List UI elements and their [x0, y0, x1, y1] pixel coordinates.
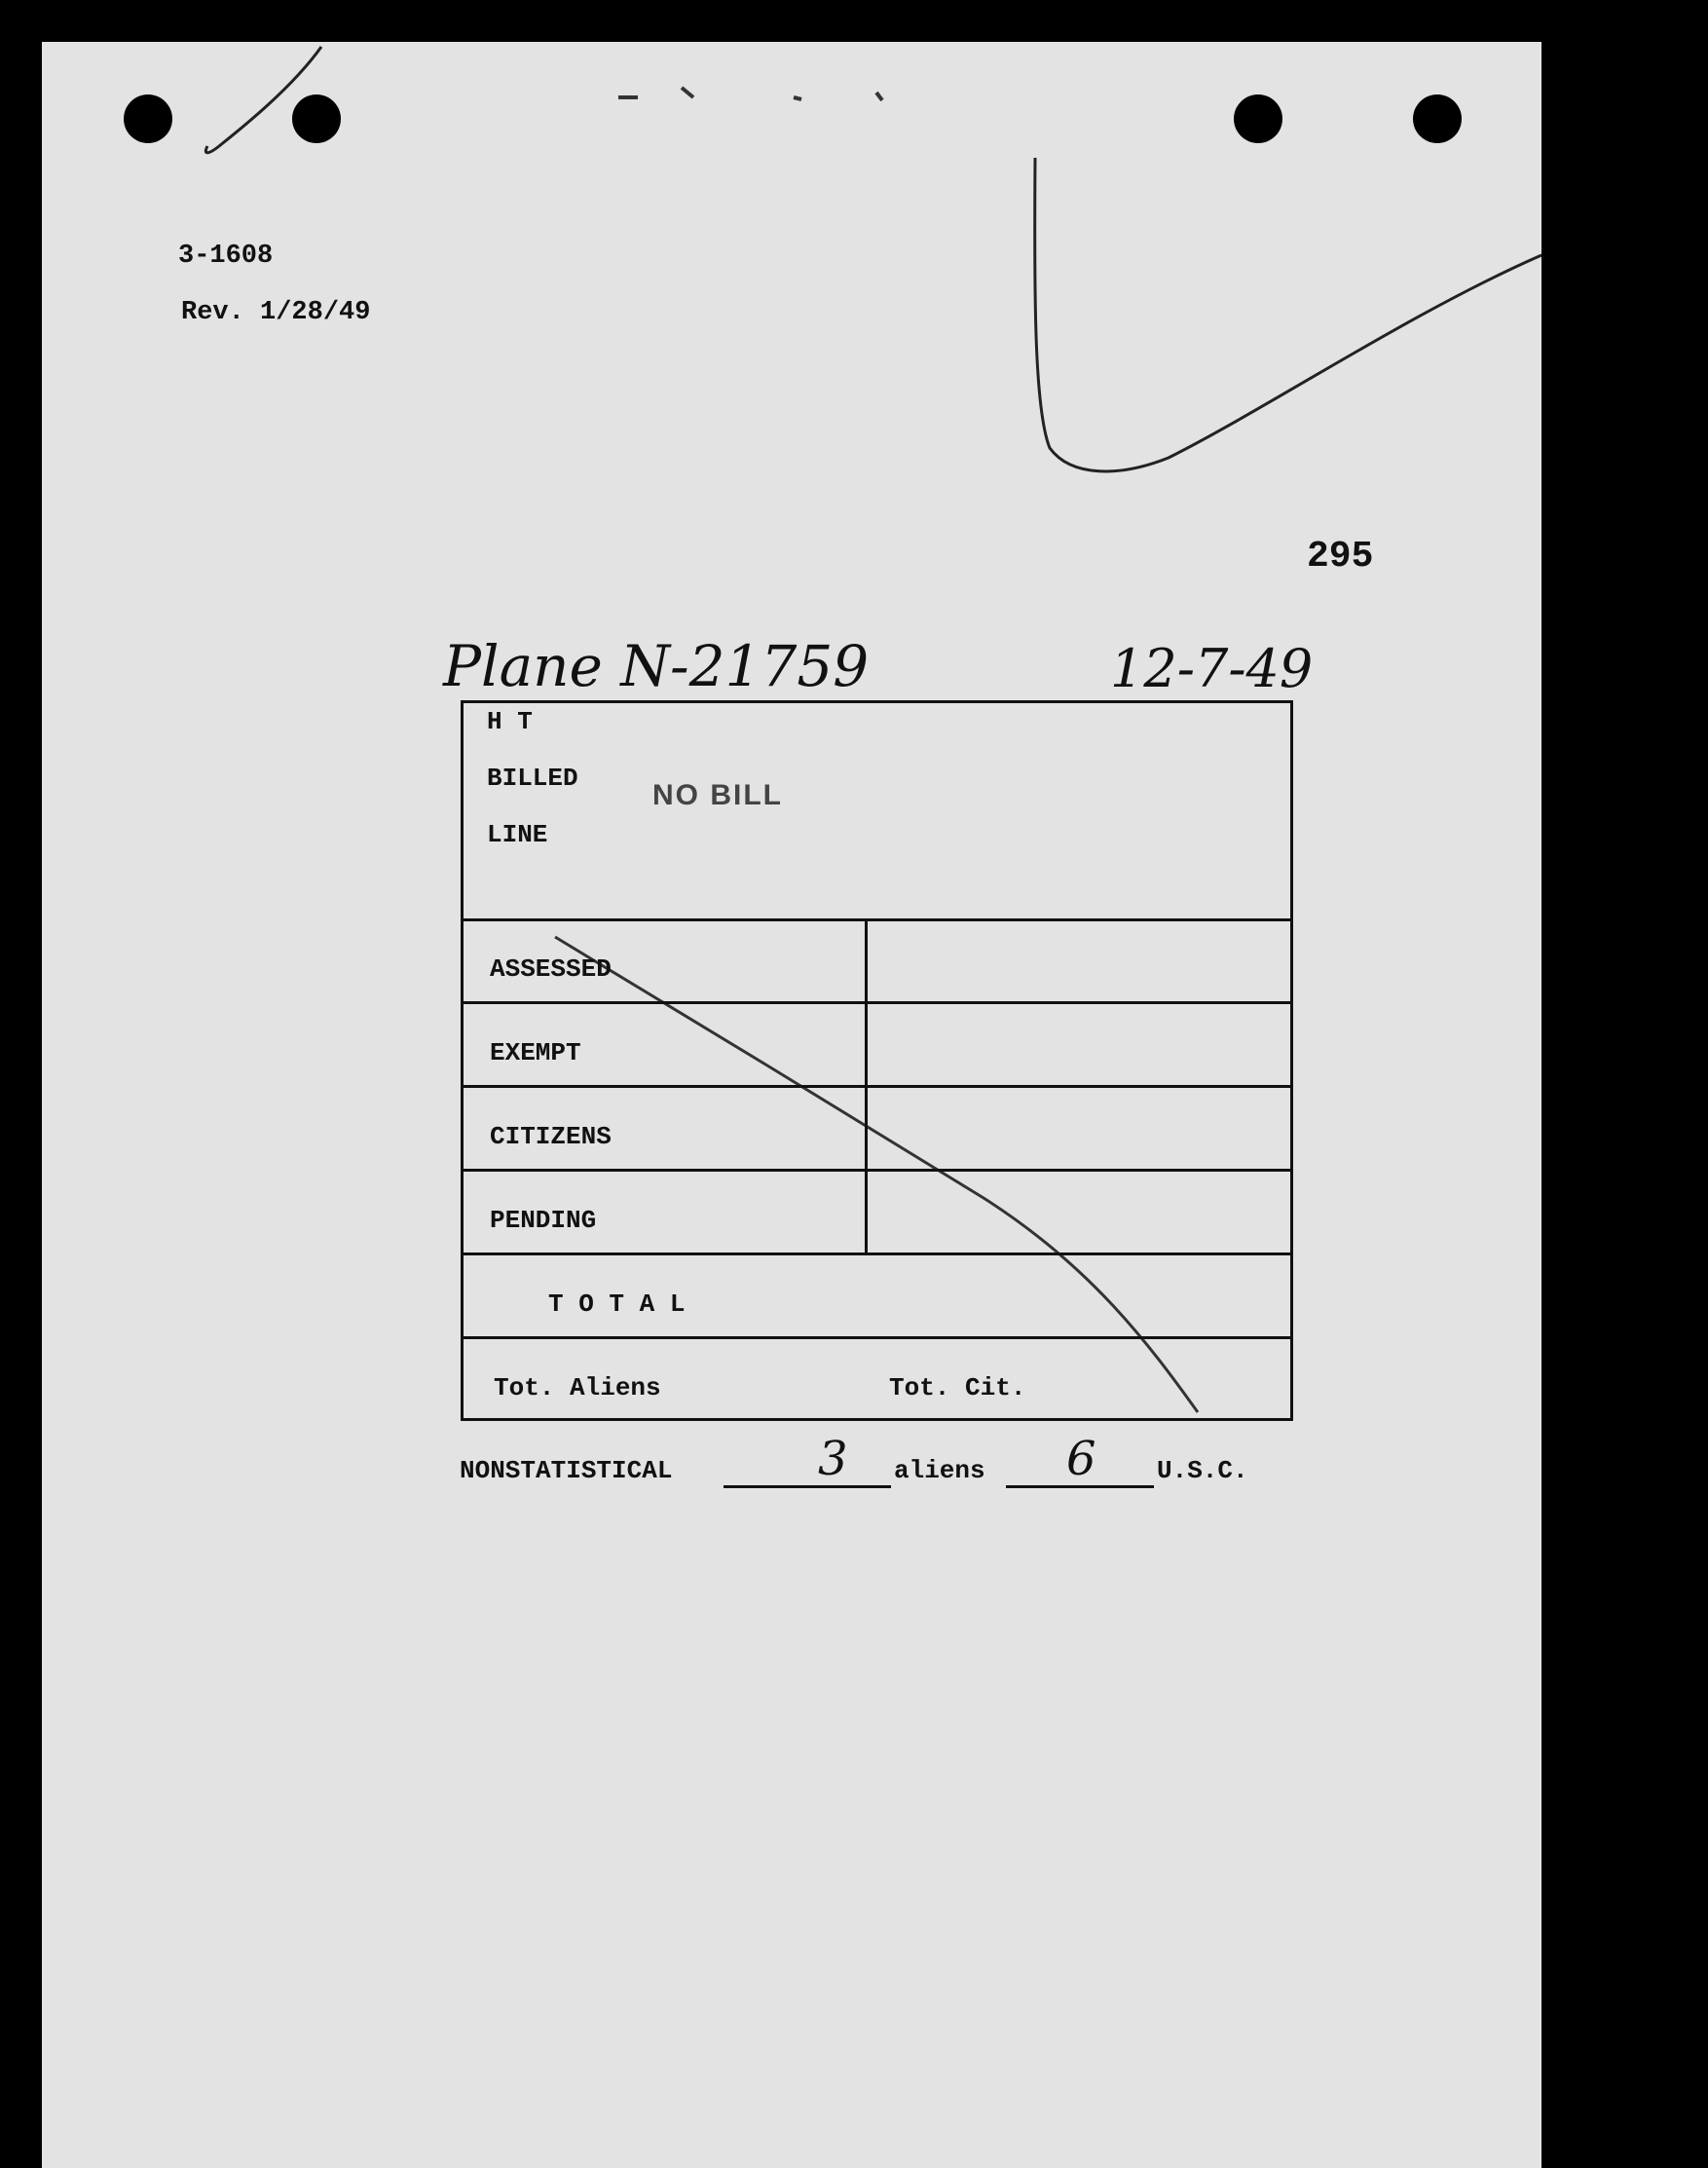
handwritten-aliens-count: 3 — [818, 1432, 848, 1486]
label-aliens: aliens — [894, 1456, 985, 1485]
form-divider-total — [461, 1336, 1293, 1339]
handwritten-date: 12-7-49 — [1110, 638, 1314, 699]
form-divider-assessed — [461, 1001, 1293, 1004]
label-tot-aliens: Tot. Aliens — [494, 1373, 661, 1402]
label-billed: BILLED — [487, 764, 578, 793]
form-column-divider — [865, 918, 868, 1254]
handwritten-usc-count: 6 — [1066, 1432, 1096, 1486]
aliens-blank — [724, 1485, 891, 1488]
label-pending: PENDING — [490, 1206, 597, 1235]
label-exempt: EXEMPT — [490, 1038, 581, 1067]
form-revision: Rev. 1/28/49 — [181, 298, 371, 327]
form-divider-citizens — [461, 1169, 1293, 1172]
form-divider-pending — [461, 1252, 1293, 1255]
label-nonstatistical: NONSTATISTICAL — [460, 1456, 673, 1485]
label-ht: H T — [487, 707, 533, 736]
label-line: LINE — [487, 820, 548, 849]
top-slash-stroke — [205, 47, 321, 153]
page-number: 295 — [1307, 536, 1374, 578]
label-usc: U.S.C. — [1157, 1456, 1248, 1485]
label-total: T O T A L — [548, 1290, 686, 1319]
label-assessed: ASSESSED — [490, 954, 612, 984]
form-divider-exempt — [461, 1085, 1293, 1088]
label-citizens: CITIZENS — [490, 1122, 612, 1151]
scan-specks — [618, 88, 882, 100]
check-mark-stroke — [1035, 158, 1541, 471]
label-tot-cit: Tot. Cit. — [889, 1373, 1026, 1402]
handwritten-plane: Plane N-21759 — [443, 633, 870, 699]
form-number: 3-1608 — [178, 242, 274, 271]
form-divider-top — [461, 918, 1293, 921]
no-bill-stamp: NO BILL — [652, 779, 783, 811]
